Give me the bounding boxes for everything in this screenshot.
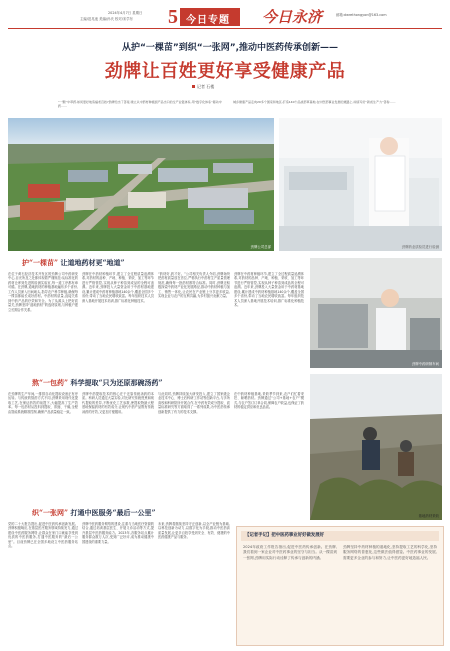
headline-kicker: 从护“一棵苗”到织“一张网”,推动中医药传承创新——	[121, 43, 339, 53]
section2-heading	[32, 378, 163, 388]
masthead-date: 2024年4月7日 星期日	[108, 11, 143, 15]
page-number: 5	[168, 6, 178, 28]
masthead-email: 邮箱:dwrethongyon@163.com	[336, 13, 387, 17]
body-col3b: 劲牌在中药材种植环节,建立了全过程质量追溯体系,对药材的品种、产地、种植、采收、加工等环节进行严格管控,实现从种子种苗到成品的全程可追溯。近年来,劲牌投入大量资金用于中药材基地建设,累计建成中药材种植基地140余个,覆盖全国多个省份,带动了当地农民增收致富。每年组织技术人员深入基地开展技术培训,推广标准化种植技术。	[234, 272, 304, 308]
headline-lead	[58, 100, 403, 112]
commentary-right: 劲牌坚持中药材种植的道地化,坚持提取工艺的科学化,坚持服务网络的普惠化,这些做法值得借鉴。中医药事业的发展,需要更多企业的参与和努力,让中医药更好地造福人民。	[343, 545, 437, 560]
reporter-line	[192, 84, 272, 90]
masthead	[0, 0, 450, 30]
masthead-editors: 主编/范兆池 美编/孙氏 校对/宋学东	[80, 17, 134, 21]
body-col5: 劲牌中药提取技术的核心在于还原传统汤药的本质。科研人员通过大量实验,对比研究传统煎煮和现代提取的差异,不断优化工艺参数,使提取物最大程度地保留药材的有效成分,让现代中药产品既有传统汤药的疗效,又更加方便服用。	[82, 392, 154, 414]
worker-photo	[310, 258, 442, 368]
reporter: 记者 石楼	[197, 84, 215, 89]
field-photo	[310, 374, 442, 520]
section2-heading-a: 熬“一包药”	[32, 378, 71, 387]
body-col6: 与此同时,劲牌持续加大研发投入,建立了国家级企业技术中心、博士后科研工作站等创新平台,与多所高校和科研院所开展合作,在中药有效成分提取、质量标准研究等方面取得了一系列成果,为中医药传承创新提供了有力的技术支撑。	[158, 392, 230, 414]
body-col1: 在位于黄石经济技术开发区的劲牌公司中药研发中心,目光所及之处都体现着严谨规范:从标准化的药材仓库到先进的检测实验室,每一道工序都有章可循。在劲牌,道地药材的种植基地遍布多个省份,工作人员深入田间地头,指导农户科学种植,确保每一棵苗都能长成好药材。中药材的质量,直接关系到中药产品的疗效和安全。为了从源头上把好质量关,劲牌坚持“道地药材”的选材原则,与种植户建立长期合作关系。	[8, 272, 78, 312]
field-caption: 基地药材采收	[418, 514, 439, 518]
body-col4: 在劲牌的生产车间,一排排自动化提取设备正有序运转。与传统的熬药方式不同,劲牌采用现代化提取工艺,在保证药效的前提下,大幅提高了生产效率。每一包药材从投料到提取、浓缩、干燥,全程由智能系统精准控制,确保产品质量稳定一致。	[8, 392, 78, 414]
commentary-title: 【记者手记】把中医药事业好好做发展好	[245, 533, 325, 538]
headline-title: 劲牌让百姓更好享受健康产品	[104, 61, 346, 82]
commentary-left: 2024年政府工作报告指出,促进中医药传承创新。在劲牌,我们看到一家企业对中医药事业的坚守与担当。从一棵苗到一张网,劲牌用实际行动诠释了传承与创新的内涵。	[243, 545, 337, 560]
section3-heading-b: 打通中医服务“最后一公里”	[70, 508, 156, 517]
lab-image	[279, 118, 442, 251]
field-image	[310, 374, 442, 520]
lab-photo	[279, 118, 442, 251]
body-col8: 党的二十大报告提出,促进中医药传承创新发展。劲牌积极响应,在基层医疗服务领域持续发力,通过建设中医药服务网络,让群众在家门口就能享受到优质的中医药服务,打通中医服务的“最后一公里”。目前劲牌已在全国多地设立中医药服务站点。	[8, 522, 78, 549]
lead-left: “一颗”中草药,如何更好地造福老百姓?劲牌给出了答案:建立从中药材种植到产品出口的全产业链体系,用“数字化体系”驱动中药……	[58, 100, 222, 109]
section3-heading-a: 织“一张网”	[32, 508, 71, 517]
section2-heading-b: 科学提取“只为还原那碗汤药”	[70, 378, 163, 387]
body-col3: “药材好,药才好。”公司相关负责人介绍,劲牌始终把药材质量放在首位,严格执行中药材生产质量管理规范,确保每一批药材都符合标准。同时,劲牌还积极探索中药材产业化发展路径,推动中药材种植与加工、销售一体化,让农民在产业链上分享更多收益,实现企业与农户的互利共赢,为乡村振兴贡献力量。	[158, 272, 230, 299]
lab-caption: 劲牌药业质检员进行检测	[401, 245, 439, 249]
body-col7: 在中药材种植基地,采收季节到来,农户们忙着采挖、晾晒药材。劲牌通过“公司+基地+农户”模式,与农户签订订单合同,保障农户收益,也保证了药材的稳定供应和优良品质。	[234, 392, 304, 410]
commentary-box	[236, 526, 444, 646]
worker-caption: 劲牌中药研制车间	[411, 362, 439, 366]
factory-aerial-photo	[8, 118, 274, 251]
body-col9: 劲牌中医药服务网络的建设,注重与当地医疗资源的结合,通过培训基层医生、开展义诊活动等方式,提升基层中医药服务能力。2023年,各服务站点累计服务群众数万人次,受到广泛好评,成为推动健康中国建设的重要力量。	[82, 522, 154, 544]
factory-aerial-image	[8, 118, 274, 251]
section-title: 今日专题	[186, 15, 230, 26]
masthead-rule	[8, 28, 442, 29]
worker-image	[310, 258, 442, 368]
body-col2: 劲牌在中药材种植环节,建立了全过程质量追溯体系,对药材的品种、产地、种植、采收、加工等环节进行严格管控,实现从种子种苗到成品的全程可追溯。近年来,劲牌投入大量资金用于中药材基地建设,累计建成中药材种植基地140余个,覆盖全国多个省份,带动了当地农民增收致富。每年组织技术人员深入基地开展技术培训,推广标准化种植技术。	[82, 272, 154, 303]
factory-caption: 劲牌公司总部	[250, 245, 271, 249]
brand-logo: 今日永济	[262, 8, 323, 26]
section3-heading	[32, 508, 156, 518]
lead-right: 城乡健康产品走向20多个国家和地区,打造140个品质药草基地,在中医药事业发展的道路上,持续写好“新质生产力”答卷……	[233, 100, 396, 104]
section1-heading	[22, 258, 125, 268]
section1-heading-b: 让道地药材更“地道”	[60, 258, 125, 267]
reporter-mark	[192, 85, 195, 88]
section1-heading-a: 护“一棵苗”	[22, 258, 61, 267]
body-col10: 未来,劲牌将继续坚持守正创新,以全产业链为基础,以科技创新为动力,以数字化为手段,推动中医药高质量发展,让更多百姓享受到安全、有效、便捷的中医药健康产品与服务。	[158, 522, 230, 540]
